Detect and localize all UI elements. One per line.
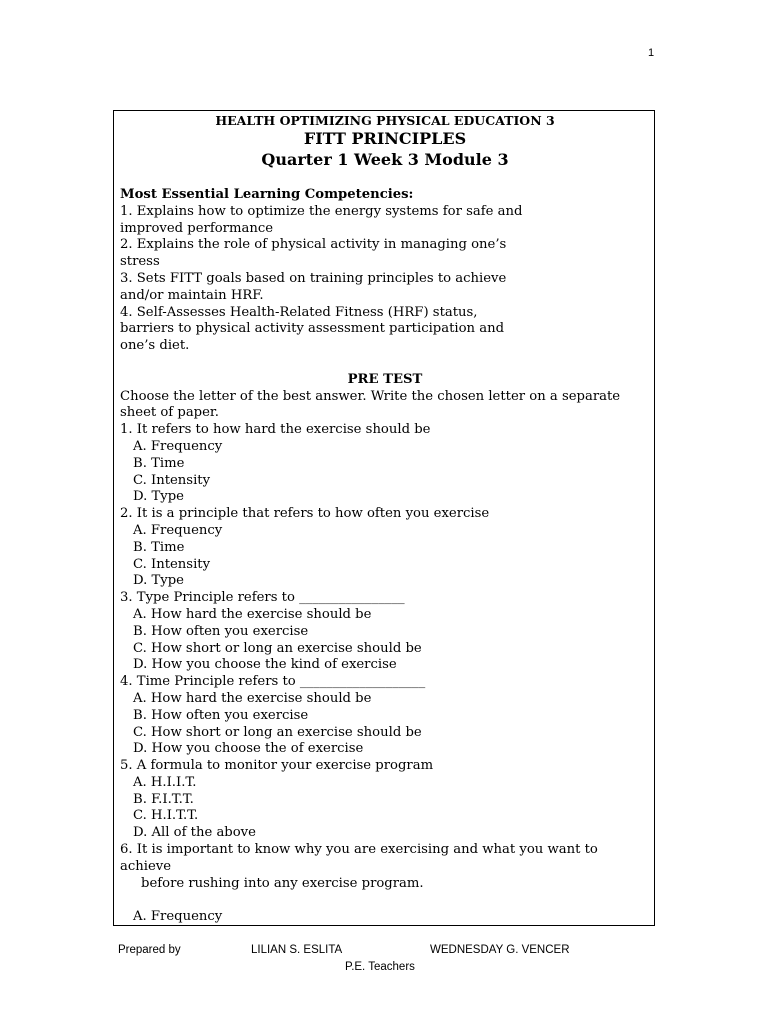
question-6-cont: achieve xyxy=(120,858,172,874)
q4-choice-a: A. How hard the exercise should be xyxy=(133,690,372,706)
competency-line: and/or maintain HRF. xyxy=(120,287,264,303)
q2-choice-b: B. Time xyxy=(133,539,185,555)
question-4: 4. Time Principle refers to ___________________ xyxy=(120,674,426,690)
competency-line: one’s diet. xyxy=(120,338,190,354)
q1-choice-d: D. Type xyxy=(133,489,184,505)
course-title: HEALTH OPTIMIZING PHYSICAL EDUCATION 3 xyxy=(215,113,555,128)
competency-line: 1. Explains how to optimize the energy systems for safe and xyxy=(120,203,523,219)
q6-choice-a: A. Frequency xyxy=(133,909,223,925)
footer-teacher-1: LILIAN S. ESLITA xyxy=(251,944,343,956)
q1-choice-b: B. Time xyxy=(133,455,185,471)
q4-choice-d: D. How you choose the of exercise xyxy=(133,741,364,757)
competency-line: improved performance xyxy=(120,220,274,236)
competency-line: 2. Explains the role of physical activity in managing one’s xyxy=(120,237,507,253)
q3-choice-b: B. How often you exercise xyxy=(133,623,309,639)
question-6: 6. It is important to know why you are exercising and what you want to xyxy=(120,842,598,858)
q1-choice-c: C. Intensity xyxy=(133,472,211,488)
page-number: 1 xyxy=(648,47,655,59)
competency-line: 3. Sets FITT goals based on training principles to achieve xyxy=(120,270,507,286)
question-3: 3. Type Principle refers to ________________ xyxy=(120,590,405,606)
module-content xyxy=(120,111,650,926)
q3-choice-d: D. How you choose the kind of exercise xyxy=(133,657,397,673)
pretest-instructions: Choose the letter of the best answer. Write the chosen letter on a separate xyxy=(120,388,621,404)
question-6-cont: before rushing into any exercise program. xyxy=(141,875,424,891)
q3-choice-a: A. How hard the exercise should be xyxy=(133,606,372,622)
competency-line: barriers to physical activity assessment participation and xyxy=(120,321,505,337)
q5-choice-a: A. H.I.I.T. xyxy=(133,774,197,790)
q4-choice-b: B. How often you exercise xyxy=(133,707,309,723)
footer-role: P.E. Teachers xyxy=(345,961,415,973)
pretest-heading: PRE TEST xyxy=(347,371,423,387)
q4-choice-c: C. How short or long an exercise should be xyxy=(133,724,422,740)
q5-choice-b: B. F.I.T.T. xyxy=(133,791,194,807)
q1-choice-a: A. Frequency xyxy=(133,438,223,454)
question-1: 1. It refers to how hard the exercise should be xyxy=(120,422,431,438)
question-5: 5. A formula to monitor your exercise program xyxy=(120,758,434,774)
q5-choice-d: D. All of the above xyxy=(133,825,256,841)
footer-teacher-2: WEDNESDAY G. VENCER xyxy=(430,944,570,956)
q5-choice-c: C. H.I.T.T. xyxy=(133,808,199,824)
module-title: FITT PRINCIPLES xyxy=(303,129,467,148)
module-subtitle: Quarter 1 Week 3 Module 3 xyxy=(261,150,509,169)
question-2: 2. It is a principle that refers to how often you exercise xyxy=(120,506,490,522)
q3-choice-c: C. How short or long an exercise should be xyxy=(133,640,422,656)
q2-choice-a: A. Frequency xyxy=(133,522,223,538)
pretest-instructions: sheet of paper. xyxy=(120,405,219,421)
q2-choice-d: D. Type xyxy=(133,573,184,589)
footer-prepared-by: Prepared by xyxy=(118,944,181,956)
competency-line: stress xyxy=(120,254,160,270)
q2-choice-c: C. Intensity xyxy=(133,556,211,572)
competency-line: 4. Self-Assesses Health-Related Fitness (HRF) status, xyxy=(120,304,478,320)
competencies-heading: Most Essential Learning Competencies: xyxy=(120,187,414,202)
module-frame xyxy=(113,110,655,926)
